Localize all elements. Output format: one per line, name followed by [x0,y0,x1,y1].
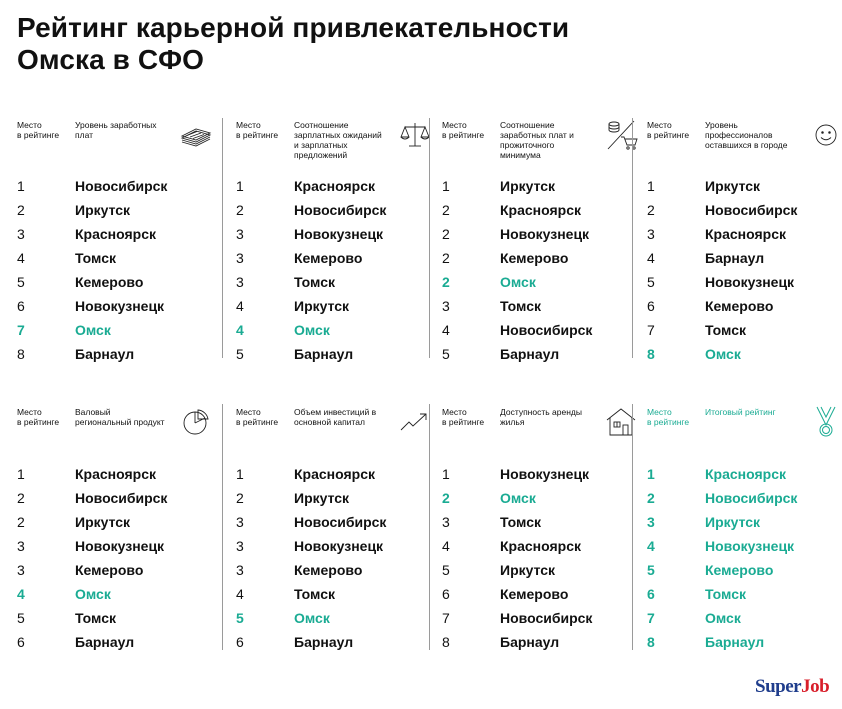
rating-panel-7 [442,407,642,657]
city-name: Барнаул [705,250,765,266]
ranking-row [442,198,642,222]
city-name: Барнаул [500,634,560,650]
ranking-row [647,294,842,318]
ranking-row [236,534,436,558]
rank-value: 3 [442,298,450,314]
rank-value: 6 [17,634,25,650]
city-name: Кемерово [500,250,569,266]
city-name: Красноярск [705,466,787,482]
category-header: Валовый региональный продукт [75,407,165,427]
rank-value: 5 [17,610,25,626]
city-name: Новокузнецк [75,298,165,314]
ranking-row [17,606,217,630]
rank-value: 6 [647,586,655,602]
city-name: Томск [500,298,542,314]
ranking-row [647,630,842,654]
city-name: Томск [75,610,117,626]
ranking-row [17,294,217,318]
ranking-row [236,462,436,486]
rank-value: 1 [442,178,450,194]
logo-part-job: Job [801,676,830,697]
rank-value: 3 [17,538,25,554]
ranking-row [442,534,642,558]
rank-value: 3 [236,538,244,554]
rank-value: 3 [236,226,244,242]
city-name: Иркутск [705,178,761,194]
rank-value: 3 [236,562,244,578]
rank-value: 4 [17,250,25,266]
ranking-row [647,582,842,606]
city-name: Новосибирск [500,610,593,626]
city-name: Иркутск [500,562,556,578]
rank-value: 4 [17,586,25,602]
trend-up-icon [398,405,432,439]
divider-row2-2 [429,404,430,650]
ranking-row [236,270,436,294]
city-name: Иркутск [75,202,131,218]
page-title-line-2: Омска в СФО [17,44,205,75]
city-name: Томск [705,586,747,602]
pie-chart-icon [179,405,213,439]
rank-value: 2 [17,514,25,530]
city-name: Барнаул [705,634,765,650]
city-name: Новосибирск [294,202,387,218]
divider-row1-1 [222,118,223,358]
ranking-row [236,606,436,630]
rank-value: 2 [442,226,450,242]
ranking-row [442,174,642,198]
ranking-row [17,630,217,654]
ranking-row [647,342,842,366]
city-name: Барнаул [75,634,135,650]
rank-column-header: Место в рейтинге [442,407,485,427]
rating-panel-4 [647,120,842,370]
city-name: Омск [500,274,536,290]
rank-value: 1 [17,178,25,194]
city-name: Кемерово [75,562,144,578]
money-stack-icon [179,118,213,152]
rank-value: 5 [442,562,450,578]
category-header: Объем инвестиций в основной капитал [294,407,377,427]
category-header: Уровень заработных плат [75,120,157,140]
rank-value: 5 [442,346,450,362]
divider-row1-3 [632,118,633,358]
ranking-row [442,486,642,510]
rank-value: 1 [236,178,244,194]
ranking-row [442,462,642,486]
rank-column-header: Место в рейтинге [17,407,60,427]
city-name: Кемерово [294,250,363,266]
city-name: Кемерово [500,586,569,602]
rank-value: 3 [236,274,244,290]
city-name: Новокузнецк [294,538,384,554]
rating-panel-8 [647,407,842,657]
city-name: Барнаул [294,346,354,362]
ranking-row [17,174,217,198]
ranking-row [647,606,842,630]
city-name: Новосибирск [705,202,798,218]
ranking-row [236,318,436,342]
ranking-row [647,174,842,198]
rank-value: 5 [647,274,655,290]
ranking-row [647,534,842,558]
ranking-row [442,582,642,606]
city-name: Новокузнецк [75,538,165,554]
ranking-row [442,630,642,654]
ranking-row [647,318,842,342]
rating-panel-5 [17,407,217,657]
city-name: Новокузнецк [705,274,795,290]
city-name: Кемерово [705,562,774,578]
rank-value: 4 [442,538,450,554]
ranking-row [236,222,436,246]
rank-column-header: Место в рейтинге [647,407,690,427]
rank-value: 2 [236,490,244,506]
rank-column-header: Место в рейтинге [442,120,485,140]
city-name: Омск [294,610,330,626]
city-name: Новокузнецк [500,226,590,242]
rank-value: 5 [236,610,244,626]
city-name: Красноярск [500,538,582,554]
ranking-row [647,270,842,294]
ranking-row [236,294,436,318]
ranking-row [17,270,217,294]
rank-value: 4 [647,538,655,554]
city-name: Омск [294,322,330,338]
ranking-row [17,534,217,558]
rank-value: 3 [17,562,25,578]
city-name: Новосибирск [500,322,593,338]
ranking-row [236,486,436,510]
city-name: Кемерово [75,274,144,290]
city-name: Иркутск [294,298,350,314]
rank-column-header: Место в рейтинге [647,120,690,140]
rank-value: 3 [236,514,244,530]
rank-value: 2 [17,202,25,218]
category-header: Доступность аренды жилья [500,407,582,427]
ranking-row [647,510,842,534]
ranking-row [236,174,436,198]
rank-value: 5 [647,562,655,578]
city-name: Томск [294,586,336,602]
ranking-row [17,342,217,366]
rank-value: 8 [17,346,25,362]
city-name: Барнаул [500,346,560,362]
category-header: Итоговый рейтинг [705,407,776,417]
city-name: Кемерово [294,562,363,578]
city-name: Омск [705,346,741,362]
ranking-row [442,222,642,246]
category-header: Уровень профессионалов оставшихся в городе [705,120,788,150]
scales-icon [398,118,432,152]
city-name: Новокузнецк [705,538,795,554]
city-name: Красноярск [75,466,157,482]
rating-panel-1 [17,120,217,370]
rank-value: 2 [236,202,244,218]
ranking-row [442,318,642,342]
city-name: Кемерово [705,298,774,314]
rank-value: 4 [236,586,244,602]
ranking-row [236,582,436,606]
ranking-row [442,558,642,582]
rank-value: 1 [647,178,655,194]
rank-value: 5 [17,274,25,290]
rank-value: 1 [442,466,450,482]
city-name: Томск [500,514,542,530]
city-name: Омск [705,610,741,626]
ranking-row [647,486,842,510]
rank-value: 6 [442,586,450,602]
rank-value: 6 [236,634,244,650]
city-name: Новосибирск [705,490,798,506]
rank-value: 2 [647,490,655,506]
ranking-row [647,198,842,222]
divider-row1-2 [429,118,430,358]
city-name: Иркутск [500,178,556,194]
city-name: Иркутск [75,514,131,530]
rank-value: 2 [442,490,450,506]
ranking-row [17,222,217,246]
category-header: Соотношение заработных плат и прожиточного минимума [500,120,574,160]
city-name: Новосибирск [294,514,387,530]
ranking-row [236,342,436,366]
ranking-row [442,294,642,318]
rank-column-header: Место в рейтинге [17,120,60,140]
rank-value: 2 [442,250,450,266]
rank-value: 7 [442,610,450,626]
rank-value: 2 [442,202,450,218]
ranking-row [17,462,217,486]
rank-value: 2 [647,202,655,218]
rank-value: 4 [647,250,655,266]
city-name: Красноярск [294,466,376,482]
ranking-row [236,510,436,534]
ranking-row [236,246,436,270]
ranking-row [647,246,842,270]
rank-value: 8 [647,346,655,362]
rating-panel-6 [236,407,436,657]
city-name: Красноярск [294,178,376,194]
rank-value: 1 [17,466,25,482]
city-name: Новосибирск [75,490,168,506]
city-name: Иркутск [705,514,761,530]
city-name: Омск [75,586,111,602]
city-name: Томск [294,274,336,290]
ranking-row [236,558,436,582]
city-name: Новосибирск [75,178,168,194]
ranking-row [442,342,642,366]
rank-value: 8 [442,634,450,650]
rank-value: 6 [17,298,25,314]
rank-value: 7 [647,610,655,626]
ranking-row [647,462,842,486]
city-name: Красноярск [75,226,157,242]
smiley-icon [809,118,842,152]
ranking-row [647,222,842,246]
rank-column-header: Место в рейтинге [236,120,279,140]
logo-part-super: Super [755,676,802,697]
rank-value: 4 [236,322,244,338]
rank-value: 5 [236,346,244,362]
rank-value: 8 [647,634,655,650]
rank-value: 2 [17,490,25,506]
rank-value: 1 [647,466,655,482]
ranking-row [17,510,217,534]
divider-row2-3 [632,404,633,650]
ranking-row [17,198,217,222]
city-name: Красноярск [705,226,787,242]
rank-value: 7 [647,322,655,338]
city-name: Барнаул [294,634,354,650]
ranking-row [236,198,436,222]
ranking-row [442,510,642,534]
page-title [17,12,717,76]
rank-value: 3 [236,250,244,266]
city-name: Новокузнецк [294,226,384,242]
rank-value: 6 [647,298,655,314]
superjob-logo [755,676,829,698]
rank-value: 3 [647,226,655,242]
rank-value: 3 [442,514,450,530]
city-name: Красноярск [500,202,582,218]
category-header: Соотношение зарплатных ожиданий и зарплатных предложений [294,120,382,160]
city-name: Иркутск [294,490,350,506]
ranking-row [17,486,217,510]
rank-value: 3 [17,226,25,242]
ranking-row [17,318,217,342]
city-name: Томск [75,250,117,266]
ranking-row [442,246,642,270]
rank-value: 1 [236,466,244,482]
city-name: Новокузнецк [500,466,590,482]
ranking-row [236,630,436,654]
ranking-row [442,606,642,630]
ranking-row [17,558,217,582]
divider-row2-1 [222,404,223,650]
ranking-row [17,582,217,606]
rank-value: 7 [17,322,25,338]
rank-value: 4 [236,298,244,314]
ranking-row [442,270,642,294]
city-name: Барнаул [75,346,135,362]
city-name: Омск [75,322,111,338]
rank-value: 4 [442,322,450,338]
rating-panel-2 [236,120,436,370]
ranking-row [647,558,842,582]
ranking-row [17,246,217,270]
city-name: Омск [500,490,536,506]
rank-value: 3 [647,514,655,530]
rank-column-header: Место в рейтинге [236,407,279,427]
page-title-line-1: Рейтинг карьерной привлекательности [17,12,570,43]
rating-panel-3 [442,120,642,370]
medal-icon [809,405,842,439]
city-name: Томск [705,322,747,338]
rank-value: 2 [442,274,450,290]
